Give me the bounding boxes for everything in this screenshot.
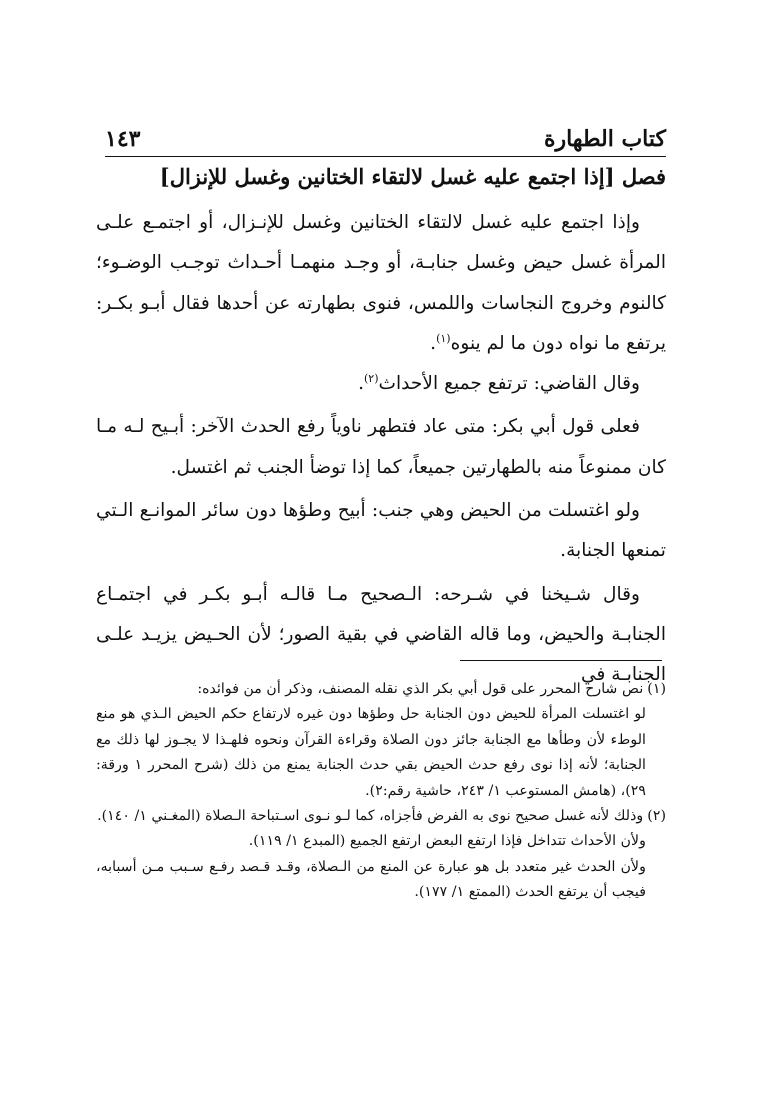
paragraph-tail: . [430,332,437,354]
footnote-continuation: ولأن الأحداث تتداخل فإذا ارتفع البعض ارتفع الجميع (المبدع ١/ ١١٩). [248,833,646,850]
footnote-reference[interactable]: (١) [436,331,451,345]
paragraph-text: فعلى قول أبي بكر: متى عاد فتطهر ناوياً رفع الحدث الآخر: أبـيح لـه مـا كان ممنوعاً منه بالطهارتين جميعاً، كما إذا توضأ الجنب ثم اغتسل. [96,416,666,478]
paragraph [96,491,666,572]
paragraph [96,364,666,404]
footnote-text: وذلك لأنه غسل صحيح نوى به الفرض فأجزاه، كما لـو نـوى اسـتباحة الـصلاة (المغـني ١/ ١٤٠). [97,808,644,825]
footnote-marker: (١) [647,681,666,697]
paragraph-text: ولو اغتسلت من الحيض وهي جنب: أبيح وطؤها دون سائر الموانـع الـتي تمنعها الجنابة. [96,500,666,562]
footnotes [96,677,666,906]
footnote-continuation: ولأن الحدث غير متعدد بل هو عبارة عن المنع من الـصلاة، وقـد قـصد رفـع سـبب مـن أسبابه، فيجب أن يرتفع الحدث (الممتع ١/ ١٧٧). [96,858,646,901]
paragraph-text: وقال شـيخنا في شـرحه: الـصحيح مـا قالـه أبـو بكـر في اجتمـاع الجنابـة والحيض، وما قاله القاضي في بقية الصور؛ لأن الحـيض يزيـد علـى الجنابـة في [96,583,666,686]
running-header [105,118,666,157]
footnote-separator [460,660,662,661]
paragraph-tail: . [358,373,364,395]
paragraph-text: وإذا اجتمع عليه غسل لالتقاء الختانين وغسل للإنـزال، أو اجتمـع علـى المرأة غسل حيض وغسل جنابـة، أو وجـد منهمـا أحـداث توجـب الوضـوء؛ كالنوم وخروج النجاسات واللمس، فنوى بطهارته عن أحدها فقال أبـو بكـر: يرتفع ما نواه دون ما لم ينوه [96,212,666,354]
page-number: ١٤٣ [105,126,141,152]
footnote-reference[interactable]: (٢) [363,372,379,385]
footnote [96,677,666,702]
main-text [96,203,666,696]
paragraph [96,203,666,364]
footnote [96,804,666,829]
running-title: كتاب الطهارة [543,126,666,152]
section-heading: فصل [إذا اجتمع عليه غسل لالتقاء الختانين وغسل للإنزال] [159,164,666,189]
footnote-continuation: لو اغتسلت المرأة للحيض دون الجنابة حل وطؤها دون غيره لارتفاع حكم الحيض الـذي هو منع الوطء لأن وطأها مع الجنابة جائز دون الصلاة وقراءة القرآن ونحوه فلهـذا لا يجـوز لها ذلك مع الجنابة؛ لأنه إذا نوى رفع حدث الحيض بقي حدث الجنابة يمنع من ذلك (شرح المحرر ١ ورقة: ٢٩)، (هامش المستوعب ١/ ٢٤٣، حاشية رقم:٢). [96,706,646,799]
paragraph [96,407,666,488]
footnote-text: نص شارح المحرر على قول أبي بكر الذي نقله المصنف، وذكر أن من فوائده: [197,681,644,697]
paragraph-text: وقال القاضي: ترتفع جميع الأحداث [378,373,640,395]
footnote-marker: (٢) [647,808,666,825]
